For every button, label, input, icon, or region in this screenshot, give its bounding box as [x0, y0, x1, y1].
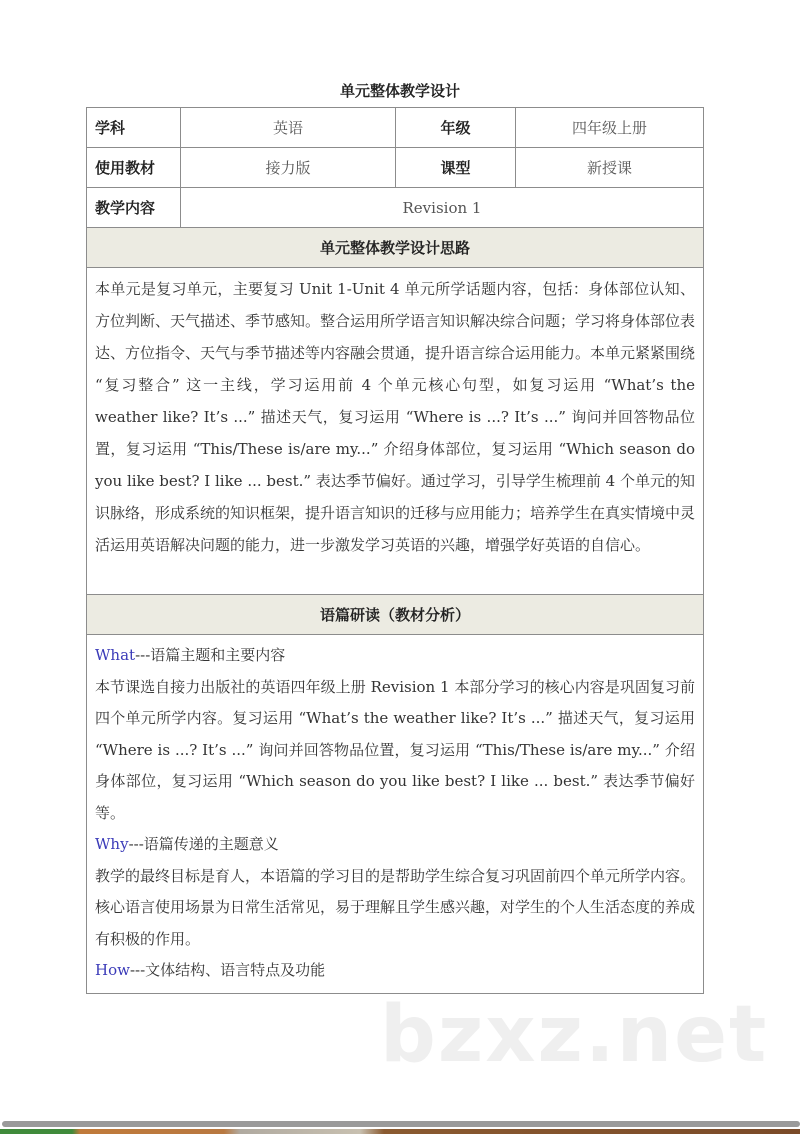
how-heading [95, 955, 695, 987]
lesson-type-label: 课型 [396, 148, 516, 188]
table-row-subject [87, 108, 704, 148]
watermark: bzxz.net [380, 990, 769, 1080]
what-heading [95, 640, 695, 672]
content-label: 教学内容 [87, 188, 181, 228]
subject-value: 英语 [181, 108, 396, 148]
lesson-design-table [86, 107, 704, 994]
how-keyword: How [95, 961, 130, 979]
design-paragraph: 本单元是复习单元，主要复习 Unit 1-Unit 4 单元所学话题内容，包括：身体部位认知、方位判断、天气描述、季节感知。整合运用所学语言知识解决综合问题；学习将身体部位表达、方位指令、天气与季节描述等内容融会贯通，提升语言综合运用能力。本单元紧紧围绕 “复习整合” 这一主线，学习运用前 4 个单元核心句型，如复习运用 “What’s the weather like? It’s ...” 描述天气，复习运用 “Where is ...? It’s ...” 询问并回答物品位置，复习运用 “This/These is/are my...” 介绍身体部位，复习运用 “Which season do you like best? I like ... best.” 表达季节偏好。通过学习，引导学生梳理前 4 个单元的知识脉络，形成系统的知识框架，提升语言知识的迁移与应用能力；培养学生在真实情境中灵活运用英语解决问题的能力，进一步激发学习英语的兴趣，增强学好英语的自信心。 [95, 280, 696, 554]
grade-value: 四年级上册 [516, 108, 704, 148]
why-title: ---语篇传递的主题意义 [128, 835, 279, 853]
what-title: ---语篇主题和主要内容 [135, 646, 286, 664]
why-text: 教学的最终目标是育人，本语篇的学习目的是帮助学生综合复习巩固前四个单元所学内容。核心语言使用场景为日常生活常见，易于理解且学生感兴趣，对学生的个人生活态度的养成有积极的作用。 [95, 866, 696, 948]
analysis-section-body-row [87, 635, 704, 994]
what-keyword: What [95, 646, 136, 664]
textbook-label: 使用教材 [87, 148, 181, 188]
analysis-section-body [87, 635, 704, 994]
analysis-section-header-row [87, 595, 704, 635]
content-value: Revision 1 [181, 188, 704, 228]
horizontal-scrollbar[interactable] [2, 1121, 800, 1127]
analysis-section-heading: 语篇研读（教材分析） [87, 595, 704, 635]
design-section-header-row [87, 228, 704, 268]
subject-label: 学科 [87, 108, 181, 148]
table-row-textbook [87, 148, 704, 188]
grade-label: 年级 [396, 108, 516, 148]
bottom-image-strip [0, 1129, 800, 1134]
why-keyword: Why [95, 835, 129, 853]
how-title: ---文体结构、语言特点及功能 [129, 961, 326, 979]
design-section-body-row [87, 268, 704, 595]
why-heading [95, 829, 695, 861]
document-title: 单元整体教学设计 [339, 82, 460, 100]
design-section-heading: 单元整体教学设计思路 [87, 228, 704, 268]
design-section-body [87, 268, 704, 595]
what-text: 本节课选自接力出版社的英语四年级上册 Revision 1 本部分学习的核心内容是巩固复习前四个单元所学内容。复习运用 “What’s the weather like? It’s ...” 描述天气，复习运用 “Where is ...? It’s ...” 询问并回答物品位置，复习运用 “This/These is/are my...” 介绍身体部位，复习运用 “Which season do you like best? I like ... best.” 表达季节偏好等。 [95, 677, 695, 822]
table-row-content [87, 188, 704, 228]
lesson-type-value: 新授课 [516, 148, 704, 188]
textbook-value: 接力版 [181, 148, 396, 188]
